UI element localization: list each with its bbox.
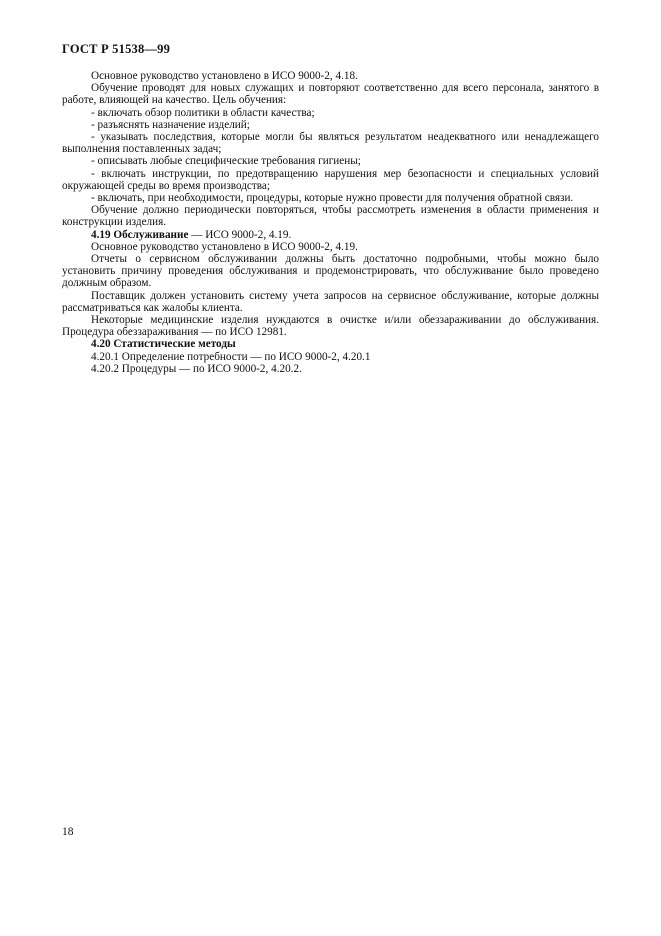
section-4-20 [62, 338, 599, 350]
list-item: - включать инструкции, по предотвращению нарушения мер безопасности и специальных условий окружающей среды во время производства; [62, 167, 599, 192]
list-item: - указывать последствия, которые могли бы являться результатом неадекватного или ненадлежащего выполнения поставленных задач; [62, 131, 599, 156]
paragraph: Некоторые медицинские изделия нуждаются в очистке и/или обеззараживании до обслуживания. Процедура обеззараживания — по ИСО 12981. [62, 314, 599, 339]
paragraph: Обучение проводят для новых служащих и повторяют соответственно для всего персонала, занятого в работе, влияющей на качество. Цель обучения: [62, 82, 599, 107]
section-4-19 [62, 229, 599, 241]
section-reference: — ИСО 9000-2, 4.19. [188, 228, 292, 241]
section-heading: 4.20 Статистические методы [91, 338, 236, 351]
list-item: - разъяснять назначение изделий; [91, 118, 250, 131]
paragraph: Обучение должно периодически повторяться, чтобы рассмотреть изменения в области применения и конструкции изделия. [62, 204, 599, 229]
list-item: - включать обзор политики в области качества; [91, 106, 315, 119]
paragraph: Отчеты о сервисном обслуживании должны быть достаточно подробными, чтобы можно было установить причину проведения обслуживания и продемонстрировать, что обслуживание было проведено должным образом. [62, 253, 599, 290]
section-heading: 4.19 Обслуживание [91, 228, 189, 241]
list-item: - включать, при необходимости, процедуры, которые нужно провести для получения обратной связи. [91, 192, 574, 205]
paragraph: Основное руководство установлено в ИСО 9000-2, 4.18. [91, 70, 358, 82]
list-item: - описывать любые специфические требования гигиены; [91, 155, 361, 168]
page-number: 18 [62, 826, 74, 838]
subsection-item: 4.20.2 Процедуры — по ИСО 9000-2, 4.20.2. [91, 362, 302, 375]
paragraph: Поставщик должен установить систему учета запросов на сервисное обслуживание, которые должны рассматриваться как жалобы клиента. [62, 289, 599, 314]
paragraph: Основное руководство установлено в ИСО 9000-2, 4.19. [91, 240, 358, 253]
document-code-header: ГОСТ Р 51538—99 [62, 42, 171, 56]
document-body [62, 70, 599, 375]
subsection-item: 4.20.1 Определение потребности — по ИСО 9000-2, 4.20.1 [91, 350, 371, 363]
